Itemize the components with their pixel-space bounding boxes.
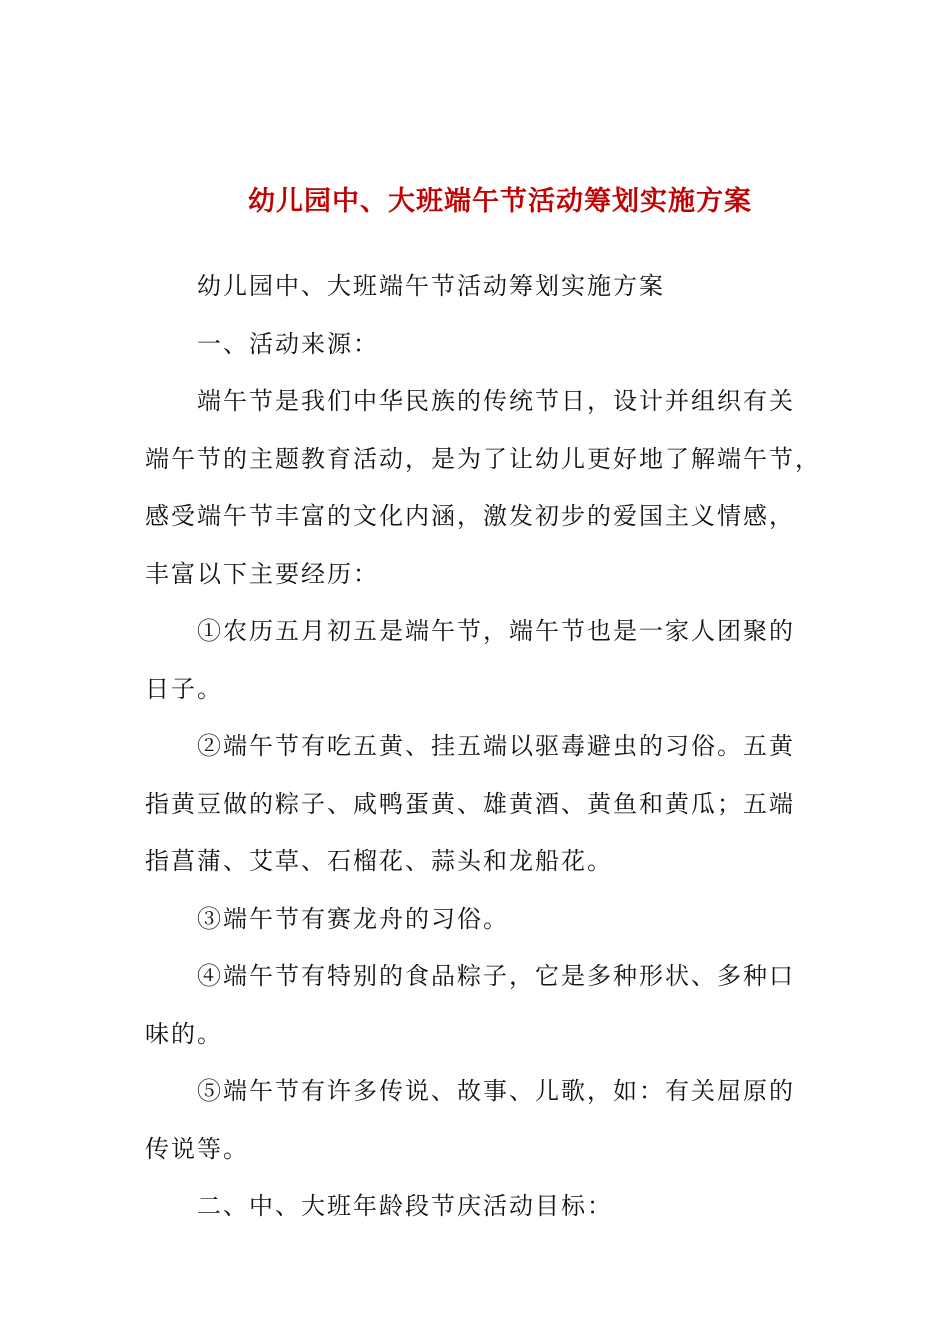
paragraph-line: 端午节的主题教育活动，是为了让幼儿更好地了解端午节， [145,444,821,473]
paragraph-line: 端午节是我们中华民族的传统节日，设计并组织有关 [197,387,795,415]
list-item-line: 日子。 [145,674,223,703]
paragraph-line: 丰富以下主要经历： [145,559,379,588]
list-item-line: 味的。 [145,1019,223,1048]
list-item-line: 传说等。 [145,1134,249,1163]
document-title: 幼儿园中、大班端午节活动筹划实施方案 [248,186,752,217]
list-item-line: ①农历五月初五是端午节，端午节也是一家人团聚的 [197,617,795,645]
list-item-line: ②端午节有吃五黄、挂五端以驱毒避虫的习俗。五黄 [197,732,795,760]
section-heading: 二、中、大班年龄段节庆活动目标： [197,1192,613,1220]
paragraph-line: 感受端午节丰富的文化内涵，激发初步的爱国主义情感， [145,502,795,530]
list-item-line: 指菖蒲、艾草、石榴花、蒜头和龙船花。 [145,847,613,875]
list-item-line: ④端午节有特别的食品粽子，它是多种形状、多种口 [197,962,795,990]
paragraph-line: 幼儿园中、大班端午节活动筹划实施方案 [197,272,665,300]
list-item-line: ⑤端午节有许多传说、故事、儿歌，如：有关屈原的 [197,1077,795,1105]
document-body [145,258,821,1236]
list-item-line: ③端午节有赛龙舟的习俗。 [197,904,509,933]
section-heading: 一、活动来源： [197,329,379,358]
list-item-line: 指黄豆做的粽子、咸鸭蛋黄、雄黄酒、黄鱼和黄瓜；五端 [145,789,795,818]
